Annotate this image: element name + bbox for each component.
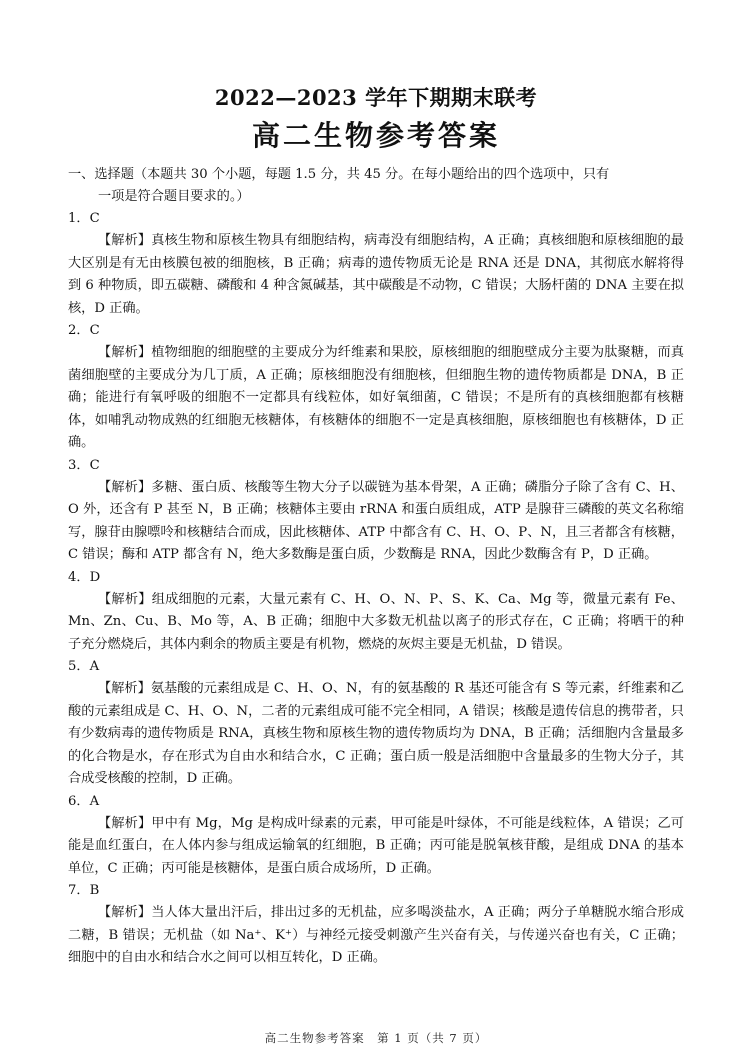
question-2 bbox=[68, 320, 684, 455]
answer-label: 4．D bbox=[68, 569, 101, 585]
section-heading bbox=[68, 164, 684, 208]
answer-label: 7．B bbox=[68, 883, 100, 898]
answer-label: 3．C bbox=[68, 457, 100, 473]
document-title: 高二生物参考答案 bbox=[251, 119, 500, 152]
question-3 bbox=[68, 455, 684, 567]
answer-label: 5．A bbox=[68, 659, 100, 674]
question-5 bbox=[68, 656, 684, 791]
answer-label: 1．C bbox=[68, 211, 100, 226]
section-heading-line2: 一项是符合题目要求的。） bbox=[98, 189, 250, 204]
explanation-text: 【解析】当人体大量出汗后，排出过多的无机盐，应多喝淡盐水，A 正确；两分子单糖脱水缩合形成二糖，B 错误；无机盐（如 Na⁺、K⁺）与神经元接受刺激产生兴奋有关，与传递兴奋也有关，C 正确；细胞中的自由水和结合水之间可以相互转化，D 正确。 bbox=[68, 905, 684, 965]
explanation-text: 【解析】组成细胞的元素，大量元素有 C、H、O、N、P、S、K、Ca、Mg 等，微量元素有 Fe、Mn、Zn、Cu、B、Mo 等，A、B 正确；细胞中大多数无机盐以离子的形式存在，C 正确；将晒干的种子充分燃烧后，其体内剩余的物质主要是有机物，燃烧的灰烬主要是无机盐，D 错误。 bbox=[68, 591, 684, 652]
answer-document bbox=[68, 84, 684, 970]
explanation-text: 【解析】氨基酸的元素组成是 C、H、O、N，有的氨基酸的 R 基还可能含有 S 等元素，纤维素和乙酸的元素组成是 C、H、O、N，二者的元素组成可能不完全相同，A 错误；核酸是遗传信息的携带者，只有少数病毒的遗传物质是 RNA，真核生物和原核生物的遗传物质均为 DNA，B 正确；活细胞内含量最多的化合物是水，存在形式为自由水和结合水，C 正确；蛋白质一般是活细胞中含量最多的生物大分子，其合成受核酸的控制，D 正确。 bbox=[68, 681, 684, 786]
question-1 bbox=[68, 208, 684, 320]
answer-label: 2．C bbox=[68, 323, 100, 338]
question-6 bbox=[68, 791, 684, 881]
explanation-text: 【解析】真核生物和原核生物具有细胞结构，病毒没有细胞结构，A 正确；真核细胞和原核细胞的最大区别是有无由核膜包被的细胞核，B 正确；病毒的遗传物质无论是 RNA 还是 DNA，其彻底水解将得到 6 种物质，即五碳糖、磷酸和 4 种含氮碱基，其中碳酸是不动物，C 错误；大肠杆菌的 DNA 主要在拟核，D 正确。 bbox=[68, 233, 684, 316]
explanation-text: 【解析】多糖、蛋白质、核酸等生物大分子以碳链为基本骨架，A 正确；磷脂分子除了含有 C、H、O 外，还含有 P 甚至 N，B 正确；核糖体主要由 rRNA 和蛋白质组成，ATP 是腺苷三磷酸的英文名称缩写，腺苷由腺嘌呤和核糖结合而成，因此核糖体、ATP 中都含有 C、H、O、P、N，且三者都含有核糖，C 错误；酶和 ATP 都含有 N，绝大多数酶是蛋白质，少数酶是 RNA，因此少数酶含有 P，D 正确。 bbox=[68, 479, 684, 562]
section-heading-line1: 一、选择题（本题共 30 个小题，每题 1.5 分，共 45 分。在每小题给出的四个选项中，只有 bbox=[68, 167, 610, 182]
question-7 bbox=[68, 880, 684, 970]
question-4 bbox=[68, 567, 684, 657]
answer-label: 6．A bbox=[68, 793, 100, 809]
exam-title: 2022—2023 学年下期期末联考 bbox=[214, 85, 538, 110]
explanation-text: 【解析】甲中有 Mg，Mg 是构成叶绿素的元素，甲可能是叶绿体，不可能是线粒体，A 错误；乙可能是血红蛋白，在人体内参与组成运输氧的红细胞，B 正确；丙可能是脱氧核苷酸，是组成 DNA 的基本单位，C 正确；丙可能是核糖体，是蛋白质合成场所，D 正确。 bbox=[68, 815, 684, 876]
page-footer: 高二生物参考答案 第 1 页（共 7 页） bbox=[264, 1031, 488, 1045]
explanation-text: 【解析】植物细胞的细胞壁的主要成分为纤维素和果胶，原核细胞的细胞壁成分主要为肽聚糖，而真菌细胞壁的主要成分为几丁质，A 正确；原核细胞没有细胞核，但细胞生物的遗传物质都是 DNA，B 正确；能进行有氧呼吸的细胞不一定都具有线粒体，如好氧细菌，C 错误；不是所有的真核细胞都有核糖体，如哺乳动物成熟的红细胞无核糖体，有核糖体的细胞不一定是真核细胞，原核细胞也有核糖体，D 正确。 bbox=[68, 345, 684, 450]
